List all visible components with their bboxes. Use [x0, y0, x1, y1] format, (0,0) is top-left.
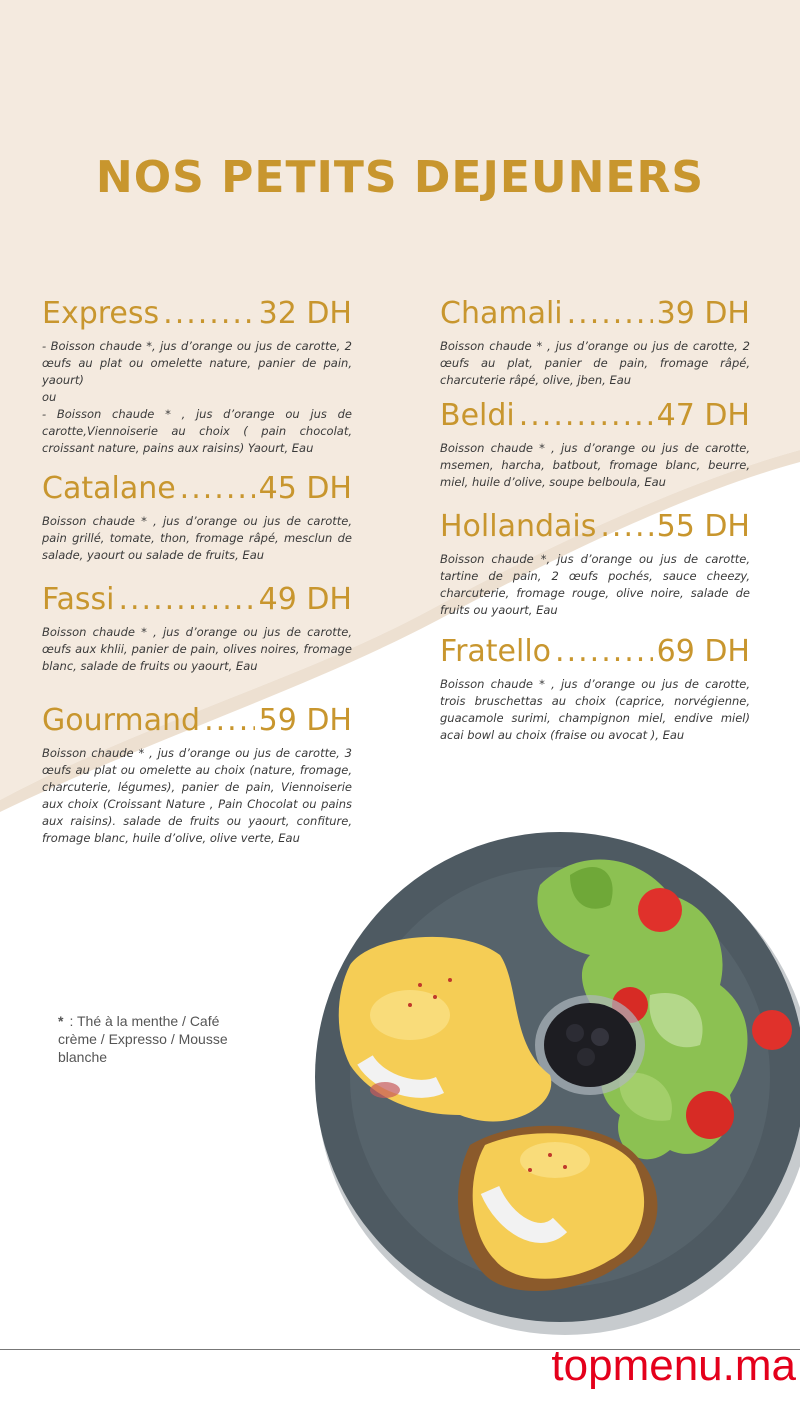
menu-item-price: 59 DH [258, 703, 352, 738]
menu-item-description [42, 338, 352, 457]
menu-item-description [440, 440, 750, 491]
description-line: Boisson chaude * , jus d’orange ou jus de carotte, 2 œufs au plat, panier de pain, fromage râpé, charcuterie râpé, olive, jben, Eau [440, 339, 750, 387]
dot-leader [118, 582, 254, 618]
menu-item-heading [440, 296, 750, 332]
dot-leader [555, 634, 653, 670]
menu-item-fassi [42, 582, 352, 675]
dot-leader [204, 703, 255, 739]
description-line: Boisson chaude * , jus d’orange ou jus de carotte, pain grillé, tomate, thon, fromage râpé, mesclun de salade, yaourt ou salade de fruits, Eau [42, 514, 352, 562]
olive-bowl [535, 995, 645, 1095]
menu-item-fratello [440, 634, 750, 744]
dot-leader [180, 471, 255, 507]
plate-image [290, 815, 800, 1335]
menu-item-description [440, 338, 750, 389]
menu-item-description [42, 513, 352, 564]
menu-item-heading [42, 703, 352, 739]
menu-title: NOS PETITS DEJEUNERS [95, 152, 705, 203]
menu-item-beldi [440, 398, 750, 491]
menu-item-price: 47 DH [656, 398, 750, 433]
menu-item-price: 45 DH [258, 471, 352, 506]
menu-item-heading [440, 398, 750, 434]
footnote [58, 1012, 258, 1066]
menu-item-description [440, 676, 750, 744]
brand-watermark[interactable]: topmenu.ma [551, 1341, 796, 1390]
menu-item-name: Beldi [440, 398, 515, 433]
menu-item-name: Fassi [42, 582, 115, 617]
menu-item-name: Gourmand [42, 703, 201, 738]
menu-item-price: 39 DH [656, 296, 750, 331]
menu-item-name: Hollandais [440, 509, 597, 544]
description-line: Boisson chaude *, jus d’orange ou jus de carotte, tartine de pain, 2 œufs pochés, sauce cheezy, charcuterie, fromage rouge, olive noire, salade de fruits ou yaourt, Eau [440, 552, 750, 617]
tomato [686, 1091, 734, 1139]
menu-item-name: Catalane [42, 471, 176, 506]
description-line: Boisson chaude * , jus d’orange ou jus de carotte, msemen, harcha, batbout, fromage blanc, beurre, miel, huile d’olive, soupe belboula, Eau [440, 441, 750, 489]
menu-item-heading [42, 582, 352, 618]
menu-item-heading [42, 296, 352, 332]
menu-item-express [42, 296, 352, 457]
menu-item-price: 32 DH [258, 296, 352, 331]
menu-item-name: Fratello [440, 634, 552, 669]
menu-item-description [42, 624, 352, 675]
menu-item-price: 55 DH [656, 509, 750, 544]
menu-item-description [440, 551, 750, 619]
footnote-text: : Thé à la menthe / Café crème / Expresso / Mousse blanche [58, 1013, 228, 1065]
description-line: Boisson chaude * , jus d’orange ou jus de carotte, trois bruschettas au choix (caprice, norvégienne, guacamole surimi, champignon miel, endive miel) acai bowl au choix (fraise ou avocat ), Eau [440, 677, 750, 742]
tomato [752, 1010, 792, 1050]
description-line: - Boisson chaude * , jus d’orange ou jus de carotte,Viennoiserie au choix ( pain chocolat, croissant nature, pains aux raisins) Yaourt, Eau [42, 407, 352, 455]
menu-item-heading [440, 634, 750, 670]
dot-leader [519, 398, 653, 434]
tomato [638, 888, 682, 932]
footnote-symbol: * [58, 1013, 64, 1029]
menu-item-catalane [42, 471, 352, 564]
menu-item-hollandais [440, 509, 750, 619]
menu-item-heading [440, 509, 750, 545]
dot-leader [600, 509, 652, 545]
description-line: ou [42, 390, 57, 404]
menu-item-price: 69 DH [656, 634, 750, 669]
menu-item-name: Express [42, 296, 160, 331]
dot-leader [567, 296, 653, 332]
menu-item-name: Chamali [440, 296, 563, 331]
description-line: Boisson chaude * , jus d’orange ou jus de carotte, 3 œufs au plat ou omelette au choix (nature, fromage, charcuterie, légumes), panier de pain, Viennoiserie aux choix (Croissant Nature , Pain Chocolat ou pains aux raisins). salade de fruits ou yaourt, confiture, fromage blanc, huile d’olive, olive verte, Eau [42, 746, 352, 845]
description-line: Boisson chaude * , jus d’orange ou jus de carotte, œufs aux khlii, panier de pain, olives noires, fromage blanc, salade de fruits ou yaourt, Eau [42, 625, 352, 673]
description-line: - Boisson chaude *, jus d’orange ou jus de carotte, 2 œufs au plat ou omelette nature, panier de pain, yaourt) [42, 339, 352, 387]
menu-item-price: 49 DH [258, 582, 352, 617]
dot-leader [163, 296, 254, 332]
menu-item-heading [42, 471, 352, 507]
menu-item-chamali [440, 296, 750, 389]
